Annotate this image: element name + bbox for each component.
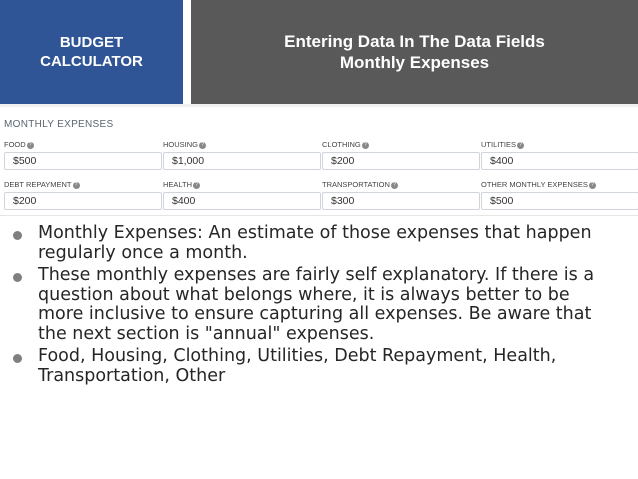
slide-title-line2: Monthly Expenses — [339, 53, 490, 72]
info-icon[interactable]: ? — [199, 142, 206, 149]
list-item — [0, 224, 638, 263]
clothing-input[interactable]: $200 — [322, 152, 480, 170]
info-icon[interactable]: ? — [73, 182, 80, 189]
food-field — [4, 140, 154, 170]
food-label-text: FOOD — [4, 140, 26, 149]
housing-input[interactable]: $1,000 — [163, 152, 321, 170]
info-icon[interactable]: ? — [391, 182, 398, 189]
transportation-label — [322, 180, 472, 190]
bullet-list — [0, 224, 638, 389]
housing-field — [163, 140, 313, 170]
debt-repayment-field — [4, 180, 154, 210]
health-field — [163, 180, 313, 210]
debt-repayment-label-text: DEBT REPAYMENT — [4, 180, 72, 189]
food-input[interactable]: $500 — [4, 152, 162, 170]
clothing-label-text: CLOTHING — [322, 140, 361, 149]
transportation-label-text: TRANSPORTATION — [322, 180, 390, 189]
bullet-text: These monthly expenses are fairly self explanatory. If there is a question about what belongs where, it is always better to be more inclusive to ensure capturing all expenses. Be aware that the next section is "annual" expenses. — [38, 265, 595, 344]
info-icon[interactable]: ? — [27, 142, 34, 149]
info-icon[interactable]: ? — [517, 142, 524, 149]
clothing-field — [322, 140, 472, 170]
health-label — [163, 180, 313, 190]
info-icon[interactable]: ? — [362, 142, 369, 149]
info-icon[interactable]: ? — [193, 182, 200, 189]
header-badge-line1: BUDGET — [59, 34, 124, 51]
header-badge-line2: CALCULATOR — [40, 53, 143, 70]
utilities-label — [481, 140, 631, 150]
header-badge — [0, 0, 183, 104]
utilities-input[interactable]: $400 — [481, 152, 638, 170]
bullet-icon — [13, 354, 22, 363]
transportation-field — [322, 180, 472, 210]
bullet-text: Monthly Expenses: An estimate of those expenses that happen regularly once a month. — [38, 223, 592, 263]
housing-label-text: HOUSING — [163, 140, 199, 149]
bullet-icon — [13, 231, 22, 240]
utilities-label-text: UTILITIES — [481, 140, 517, 149]
header-badge-text — [12, 33, 172, 71]
slide-title-line1: Entering Data In The Data Fields — [284, 32, 545, 51]
health-label-text: HEALTH — [163, 180, 193, 189]
housing-label — [163, 140, 313, 150]
utilities-field — [481, 140, 631, 170]
other-monthly-expenses-field — [481, 180, 631, 210]
other-monthly-expenses-input[interactable]: $500 — [481, 192, 638, 210]
debt-repayment-input[interactable]: $200 — [4, 192, 162, 210]
list-item — [0, 347, 638, 386]
info-icon[interactable]: ? — [589, 182, 596, 189]
debt-repayment-label — [4, 180, 154, 190]
form-section-title: MONTHLY EXPENSES — [4, 119, 114, 130]
list-item — [0, 266, 638, 344]
food-label — [4, 140, 154, 150]
bullet-icon — [13, 273, 22, 282]
monthly-expenses-form — [0, 107, 638, 216]
bullet-text: Food, Housing, Clothing, Utilities, Debt Repayment, Health, Transportation, Other — [38, 346, 557, 386]
clothing-label — [322, 140, 472, 150]
other-monthly-expenses-label — [481, 180, 631, 190]
health-input[interactable]: $400 — [163, 192, 321, 210]
slide-title — [191, 0, 638, 104]
transportation-input[interactable]: $300 — [322, 192, 480, 210]
other-monthly-expenses-label-text: OTHER MONTHLY EXPENSES — [481, 180, 588, 189]
